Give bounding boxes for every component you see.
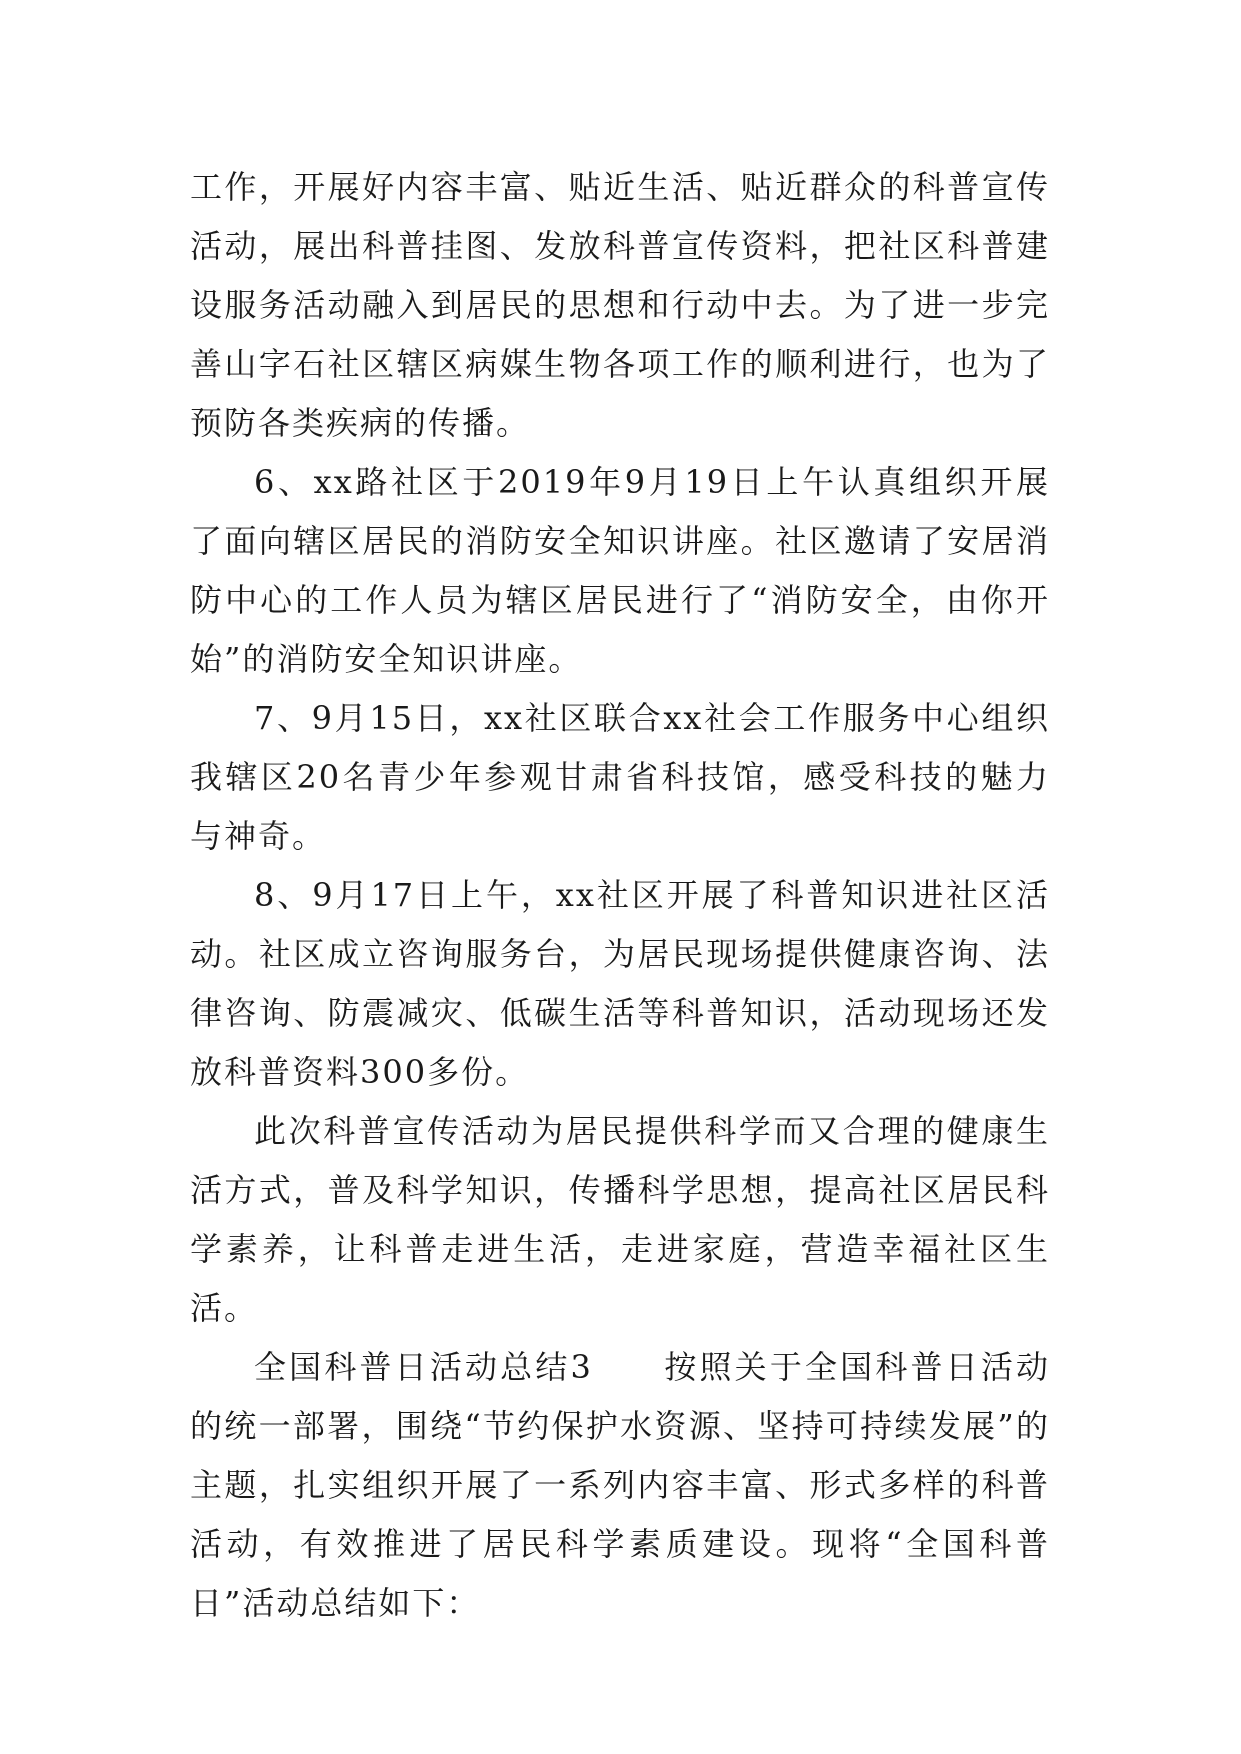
paragraph-item-7: 7、9月15日，xx社区联合xx社会工作服务中心组织我辖区20名青少年参观甘肃省科技馆，感受科技的魅力与神奇。: [190, 699, 1050, 855]
paragraph-summary: 此次科普宣传活动为居民提供科学而又合理的健康生活方式，普及科学知识，传播科学思想，提高社区居民科学素养，让科普走进生活，走进家庭，营造幸福社区生活。: [190, 1112, 1050, 1327]
paragraph-continuation: 工作，开展好内容丰富、贴近生活、贴近群众的科普宣传活动，展出科普挂图、发放科普宣传资料，把社区科普建设服务活动融入到居民的思想和行动中去。为了进一步完善山字石社区辖区病媒生物各项工作的顺利进行，也为了预防各类疾病的传播。: [190, 168, 1050, 442]
document-body: [190, 158, 1050, 1633]
paragraph-item-8: 8、9月17日上午，xx社区开展了科普知识进社区活动。社区成立咨询服务台，为居民现场提供健康咨询、法律咨询、防震减灾、低碳生活等科普知识，活动现场还发放科普资料300多份。: [190, 876, 1050, 1091]
paragraph-section-3: 全国科普日活动总结3 按照关于全国科普日活动的统一部署，围绕“节约保护水资源、坚持可持续发展”的主题，扎实组织开展了一系列内容丰富、形式多样的科普活动，有效推进了居民科学素质建设。现将“全国科普日”活动总结如下：: [190, 1348, 1050, 1622]
paragraph-item-6: 6、xx路社区于2019年9月19日上午认真组织开展了面向辖区居民的消防安全知识讲座。社区邀请了安居消防中心的工作人员为辖区居民进行了“消防安全，由你开始”的消防安全知识讲座。: [190, 463, 1050, 678]
